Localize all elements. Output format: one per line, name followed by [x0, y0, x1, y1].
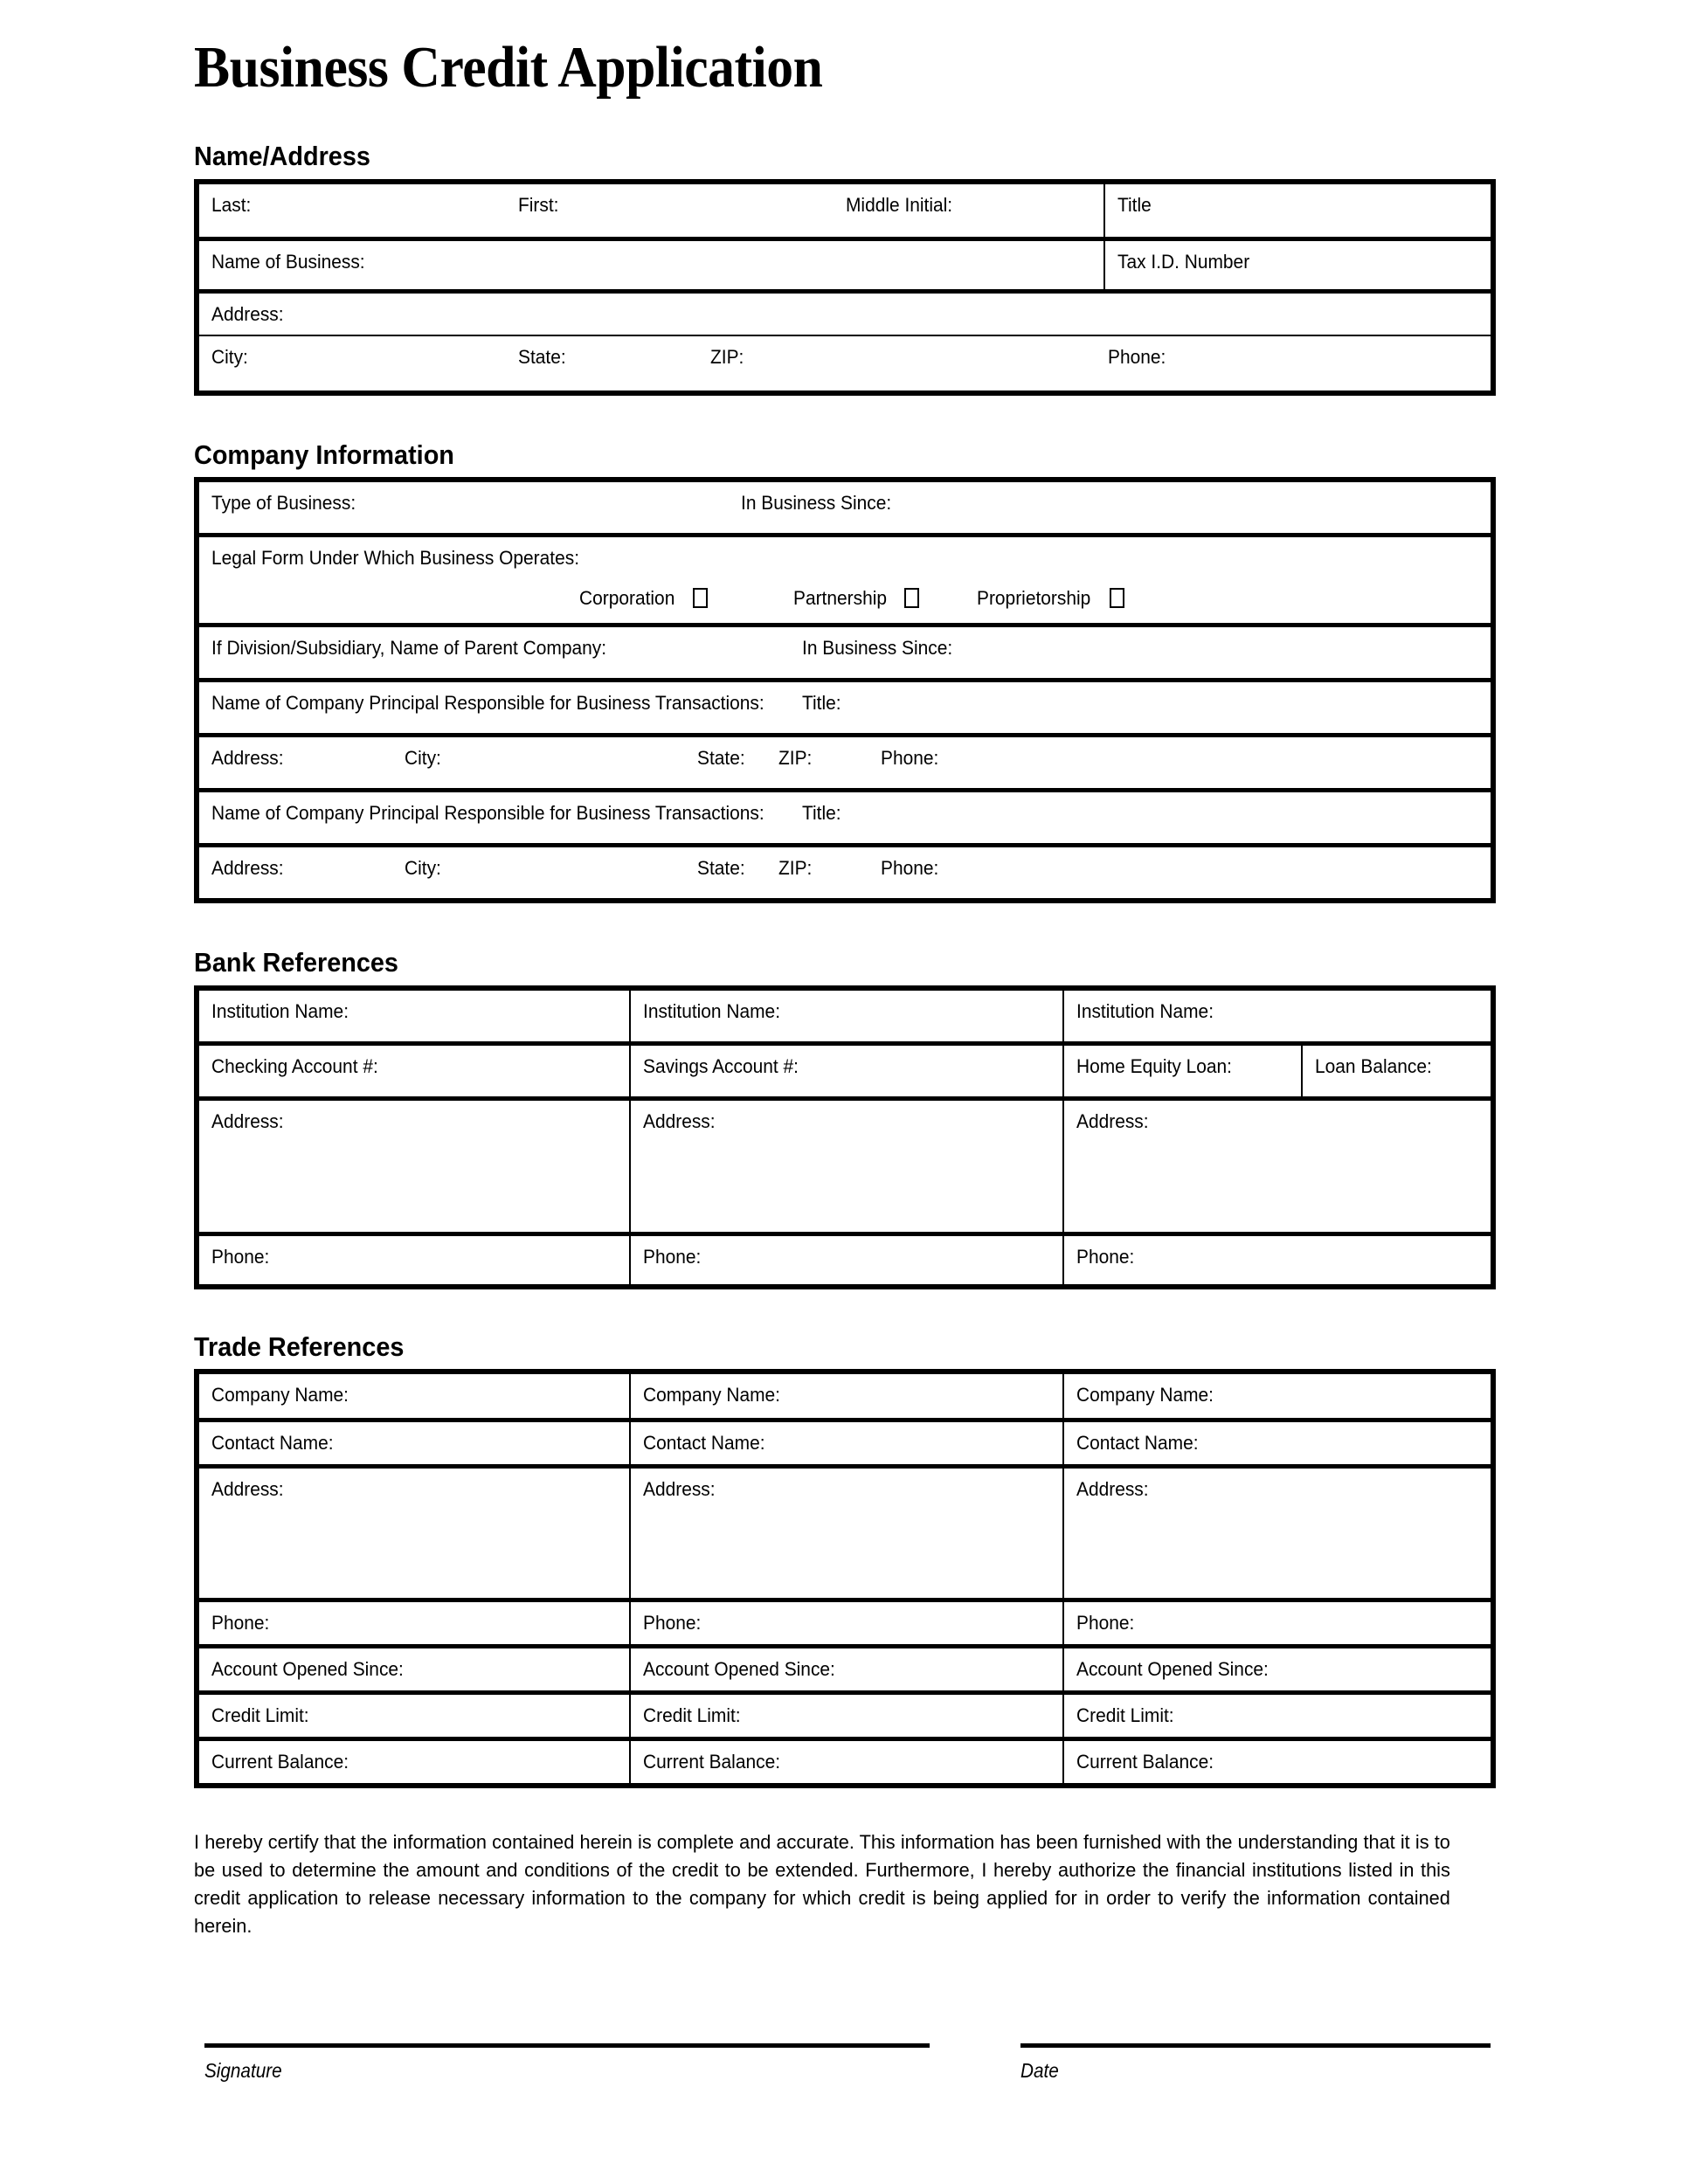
bank2-institution-cell[interactable]: [630, 988, 1063, 1044]
table-row: [197, 1234, 1493, 1287]
signature-block: [194, 2043, 1496, 2139]
bank2-phone-cell[interactable]: [630, 1234, 1063, 1287]
label-company-name: Company Name:: [1076, 1384, 1214, 1406]
table-row: [197, 681, 1493, 736]
label-proprietorship: Proprietorship: [977, 587, 1091, 610]
label-legal-form: Legal Form Under Which Business Operates:: [211, 547, 580, 570]
checkbox-corporation-icon[interactable]: [693, 588, 708, 608]
trade2-contact-name-cell[interactable]: [630, 1420, 1063, 1467]
certification-paragraph: I hereby certify that the information contained herein is complete and accurate. This information has been furnished with the understanding that it is to be used to determine the amount and conditions of the credit to be extended. Furthermore, I hereby authorize the financial institutions listed in this credit application to release necessary information to the company for which credit is being applied for in order to verify the information contained herein.: [194, 1831, 1450, 1937]
label-address: Address:: [211, 302, 284, 325]
bank-references-table: [194, 985, 1496, 1289]
loan-balance-cell[interactable]: [1302, 1043, 1493, 1098]
table-row: [197, 736, 1493, 791]
bank3-institution-cell[interactable]: [1063, 988, 1493, 1044]
trade2-account-opened-cell[interactable]: [630, 1647, 1063, 1693]
trade2-phone-cell[interactable]: [630, 1600, 1063, 1647]
label-principal2-state: State:: [697, 857, 745, 880]
trade2-address-cell[interactable]: [630, 1467, 1063, 1600]
trade1-account-opened-cell[interactable]: [197, 1647, 630, 1693]
label-institution-name: Institution Name:: [211, 999, 349, 1022]
table-row: [197, 291, 1493, 335]
label-name-of-business: Name of Business:: [211, 250, 365, 273]
label-phone: Phone:: [643, 1245, 702, 1268]
address-cell[interactable]: [197, 291, 1493, 335]
label-phone: Phone:: [1108, 345, 1166, 368]
label-principal-title: Title:: [802, 692, 841, 715]
table-row: [197, 238, 1493, 291]
home-equity-loan-cell[interactable]: [1063, 1043, 1302, 1098]
trade1-phone-cell[interactable]: [197, 1600, 630, 1647]
label-company-name: Company Name:: [211, 1384, 349, 1406]
table-row: [197, 335, 1493, 393]
bank1-institution-cell[interactable]: [197, 988, 630, 1044]
label-current-balance: Current Balance:: [211, 1751, 349, 1773]
table-row: [197, 1600, 1493, 1647]
label-principal2-name: Name of Company Principal Responsible for Business Transactions:: [211, 802, 764, 825]
checkbox-partnership-icon[interactable]: [904, 588, 919, 608]
label-phone: Phone:: [211, 1612, 270, 1635]
bank3-phone-cell[interactable]: [1063, 1234, 1493, 1287]
name-fields-cell[interactable]: [197, 182, 1104, 239]
label-type-of-business: Type of Business:: [211, 492, 356, 515]
label-current-balance: Current Balance:: [643, 1751, 781, 1773]
table-row: [197, 1043, 1493, 1098]
bank1-address-cell[interactable]: [197, 1098, 630, 1234]
section-heading-trade-references: Trade References: [194, 1330, 405, 1362]
choice-corporation[interactable]: [579, 588, 708, 609]
trade1-current-balance-cell[interactable]: [197, 1739, 630, 1787]
label-phone: Phone:: [643, 1612, 702, 1635]
table-row: [197, 536, 1493, 625]
trade1-company-name-cell[interactable]: [197, 1372, 630, 1420]
label-company-name: Company Name:: [643, 1384, 781, 1406]
label-contact-name: Contact Name:: [643, 1432, 765, 1455]
label-account-opened-since: Account Opened Since:: [643, 1658, 835, 1681]
document-content: [194, 0, 1496, 2139]
label-home-equity-loan: Home Equity Loan:: [1076, 1054, 1232, 1077]
signature-label: Signature: [204, 2058, 282, 2082]
label-credit-limit: Credit Limit:: [643, 1704, 741, 1727]
table-row: [197, 1739, 1493, 1787]
table-row: [197, 1693, 1493, 1739]
label-address: Address:: [211, 1109, 284, 1132]
principal2-name-cell[interactable]: [197, 791, 1493, 846]
company-information-table: [194, 477, 1496, 903]
trade3-phone-cell[interactable]: [1063, 1600, 1493, 1647]
label-address: Address:: [643, 1478, 716, 1501]
label-principal-name: Name of Company Principal Responsible for Business Transactions:: [211, 692, 764, 715]
label-contact-name: Contact Name:: [1076, 1432, 1199, 1455]
date-line[interactable]: [1020, 2043, 1491, 2048]
label-principal2-phone: Phone:: [881, 857, 939, 880]
table-row: [197, 182, 1493, 239]
trade3-credit-limit-cell[interactable]: [1063, 1693, 1493, 1739]
label-principal-zip: ZIP:: [778, 747, 813, 770]
label-account-opened-since: Account Opened Since:: [1076, 1658, 1269, 1681]
bank3-address-cell[interactable]: [1063, 1098, 1493, 1234]
parent-company-cell[interactable]: [197, 625, 1493, 681]
label-zip: ZIP:: [710, 345, 744, 368]
savings-account-cell[interactable]: [630, 1043, 1063, 1098]
label-address: Address:: [211, 1478, 284, 1501]
choice-proprietorship[interactable]: [977, 588, 1124, 609]
trade3-current-balance-cell[interactable]: [1063, 1739, 1493, 1787]
table-row: [197, 1098, 1493, 1234]
table-row: [197, 1372, 1493, 1420]
date-label: Date: [1020, 2058, 1059, 2082]
label-principal2-title: Title:: [802, 802, 841, 825]
trade1-credit-limit-cell[interactable]: [197, 1693, 630, 1739]
label-principal-city: City:: [405, 747, 441, 770]
label-principal-phone: Phone:: [881, 747, 939, 770]
label-parent-in-business-since: In Business Since:: [802, 637, 953, 660]
label-address: Address:: [643, 1109, 716, 1132]
choice-partnership[interactable]: [793, 588, 919, 609]
table-row: [197, 791, 1493, 846]
trade2-current-balance-cell[interactable]: [630, 1739, 1063, 1787]
business-name-cell[interactable]: [197, 238, 1104, 291]
table-row: [197, 1420, 1493, 1467]
legal-form-cell[interactable]: [197, 536, 1493, 625]
checking-account-cell[interactable]: [197, 1043, 630, 1098]
label-phone: Phone:: [1076, 1245, 1135, 1268]
principal1-name-cell[interactable]: [197, 681, 1493, 736]
label-principal-state: State:: [697, 747, 745, 770]
trade3-company-name-cell[interactable]: [1063, 1372, 1493, 1420]
trade3-address-cell[interactable]: [1063, 1467, 1493, 1600]
table-row: [197, 1647, 1493, 1693]
section-heading-bank-references: Bank References: [194, 947, 398, 978]
label-phone: Phone:: [1076, 1612, 1135, 1635]
principal2-address-cell[interactable]: [197, 846, 1493, 902]
trade1-address-cell[interactable]: [197, 1467, 630, 1600]
section-heading-company-information: Company Information: [194, 439, 454, 470]
trade-references-table: [194, 1369, 1496, 1788]
city-state-zip-phone-cell[interactable]: [197, 335, 1493, 393]
table-row: [197, 846, 1493, 902]
label-phone: Phone:: [211, 1245, 270, 1268]
label-partnership: Partnership: [793, 587, 888, 610]
label-tax-id-number: Tax I.D. Number: [1117, 250, 1250, 273]
type-of-business-cell[interactable]: [197, 480, 1493, 536]
table-row: [197, 1467, 1493, 1600]
label-city: City:: [211, 345, 248, 368]
table-row: [197, 988, 1493, 1044]
label-principal2-zip: ZIP:: [778, 857, 813, 880]
name-address-table: [194, 179, 1496, 396]
checkbox-proprietorship-icon[interactable]: [1110, 588, 1124, 608]
label-address: Address:: [1076, 1109, 1149, 1132]
label-loan-balance: Loan Balance:: [1315, 1054, 1432, 1077]
label-corporation: Corporation: [579, 587, 675, 610]
label-account-opened-since: Account Opened Since:: [211, 1658, 404, 1681]
label-credit-limit: Credit Limit:: [211, 1704, 309, 1727]
bank1-phone-cell[interactable]: [197, 1234, 630, 1287]
label-middle-initial: Middle Initial:: [846, 193, 953, 216]
trade3-account-opened-cell[interactable]: [1063, 1647, 1493, 1693]
signature-line[interactable]: [204, 2043, 930, 2048]
table-row: [197, 625, 1493, 681]
trade1-contact-name-cell[interactable]: [197, 1420, 630, 1467]
label-checking-account: Checking Account #:: [211, 1054, 378, 1077]
trade3-contact-name-cell[interactable]: [1063, 1420, 1493, 1467]
label-credit-limit: Credit Limit:: [1076, 1704, 1174, 1727]
label-parent-company: If Division/Subsidiary, Name of Parent Company:: [211, 637, 607, 660]
title-cell[interactable]: [1104, 182, 1493, 239]
label-principal2-city: City:: [405, 857, 441, 880]
label-institution-name: Institution Name:: [1076, 999, 1214, 1022]
label-in-business-since: In Business Since:: [741, 492, 892, 515]
label-last: Last:: [211, 193, 252, 216]
label-principal-address: Address:: [211, 747, 284, 770]
label-state: State:: [518, 345, 566, 368]
trade2-credit-limit-cell[interactable]: [630, 1693, 1063, 1739]
page-title: Business Credit Application: [194, 35, 823, 100]
label-first: First:: [518, 193, 559, 216]
label-current-balance: Current Balance:: [1076, 1751, 1214, 1773]
label-title: Title: [1117, 193, 1152, 216]
bank2-address-cell[interactable]: [630, 1098, 1063, 1234]
label-institution-name: Institution Name:: [643, 999, 781, 1022]
label-principal2-address: Address:: [211, 857, 284, 880]
label-savings-account: Savings Account #:: [643, 1054, 799, 1077]
principal1-address-cell[interactable]: [197, 736, 1493, 791]
tax-id-cell[interactable]: [1104, 238, 1493, 291]
label-address: Address:: [1076, 1478, 1149, 1501]
label-contact-name: Contact Name:: [211, 1432, 334, 1455]
table-row: [197, 480, 1493, 536]
section-heading-name-address: Name/Address: [194, 141, 370, 171]
trade2-company-name-cell[interactable]: [630, 1372, 1063, 1420]
